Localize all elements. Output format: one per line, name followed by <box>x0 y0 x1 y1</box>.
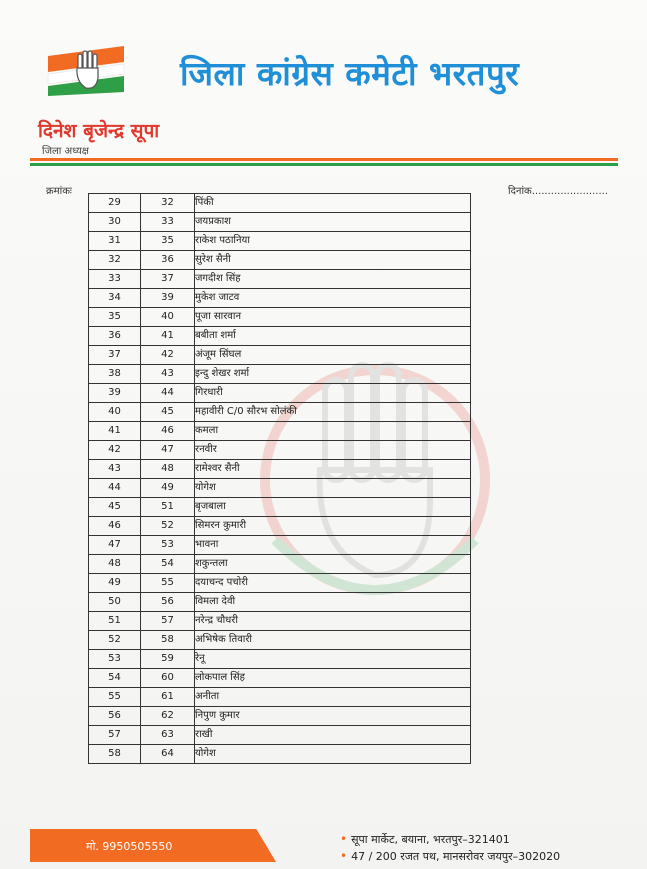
member-name: गिरधारी <box>195 384 471 403</box>
member-name: रेनू <box>195 650 471 669</box>
table-row <box>89 308 471 327</box>
serial-number: 51 <box>141 498 195 517</box>
member-name: बबीता शर्मा <box>195 327 471 346</box>
serial-number: 61 <box>141 688 195 707</box>
table-row <box>89 270 471 289</box>
member-name: महावीरी C/0 सौरभ सोलंकी <box>195 403 471 422</box>
member-name: अनीता <box>195 688 471 707</box>
date-label: दिनांक........................ <box>508 186 609 197</box>
table-row <box>89 593 471 612</box>
serial-number: 57 <box>141 612 195 631</box>
table-row <box>89 422 471 441</box>
serial-number: 49 <box>141 479 195 498</box>
row-number: 47 <box>89 536 141 555</box>
row-number: 30 <box>89 213 141 232</box>
member-name: पिंकी <box>195 194 471 213</box>
member-name: इन्दु शेखर शर्मा <box>195 365 471 384</box>
table-row <box>89 479 471 498</box>
row-number: 41 <box>89 422 141 441</box>
phone-number: मो. 9950505550 <box>86 840 173 853</box>
row-number: 39 <box>89 384 141 403</box>
serial-number: 47 <box>141 441 195 460</box>
row-number: 49 <box>89 574 141 593</box>
row-number: 52 <box>89 631 141 650</box>
table-row <box>89 346 471 365</box>
member-name: जगदीश सिंह <box>195 270 471 289</box>
member-name: दयाचन्द पचोरी <box>195 574 471 593</box>
member-name: निपुण कुमार <box>195 707 471 726</box>
table-row <box>89 232 471 251</box>
member-name: नरेन्द्र चौधरी <box>195 612 471 631</box>
table-row <box>89 403 471 422</box>
serial-number: 42 <box>141 346 195 365</box>
header-divider-saffron <box>30 158 618 161</box>
member-name: रनवीर <box>195 441 471 460</box>
row-number: 38 <box>89 365 141 384</box>
serial-number: 62 <box>141 707 195 726</box>
row-number: 40 <box>89 403 141 422</box>
address-line-1 <box>340 832 510 847</box>
member-list-body <box>89 194 471 764</box>
serial-number: 36 <box>141 251 195 270</box>
row-number: 55 <box>89 688 141 707</box>
serial-number: 59 <box>141 650 195 669</box>
row-number: 32 <box>89 251 141 270</box>
table-row <box>89 650 471 669</box>
member-name: शकुन्तला <box>195 555 471 574</box>
row-number: 33 <box>89 270 141 289</box>
bullet-icon: • <box>340 849 348 863</box>
bullet-icon: • <box>340 832 348 846</box>
member-name: अंजूम सिंघल <box>195 346 471 365</box>
serial-number: 41 <box>141 327 195 346</box>
serial-number: 46 <box>141 422 195 441</box>
table-row <box>89 194 471 213</box>
serial-number: 56 <box>141 593 195 612</box>
row-number: 48 <box>89 555 141 574</box>
member-name: पूजा सारवान <box>195 308 471 327</box>
serial-number: 39 <box>141 289 195 308</box>
table-row <box>89 213 471 232</box>
row-number: 31 <box>89 232 141 251</box>
serial-number: 35 <box>141 232 195 251</box>
serial-number: 53 <box>141 536 195 555</box>
member-list-table <box>88 193 471 764</box>
member-name: सिमरन कुमारी <box>195 517 471 536</box>
row-number: 44 <box>89 479 141 498</box>
serial-number: 43 <box>141 365 195 384</box>
table-row <box>89 631 471 650</box>
row-number: 57 <box>89 726 141 745</box>
president-designation: जिला अध्यक्ष <box>42 146 89 157</box>
row-number: 45 <box>89 498 141 517</box>
serial-number: 54 <box>141 555 195 574</box>
row-number: 43 <box>89 460 141 479</box>
row-number: 42 <box>89 441 141 460</box>
table-row <box>89 327 471 346</box>
address-line-2 <box>340 849 560 864</box>
table-row <box>89 688 471 707</box>
row-number: 36 <box>89 327 141 346</box>
president-name: दिनेश बृजेन्द्र सूपा <box>38 120 160 142</box>
header-divider-green <box>30 163 618 166</box>
member-name: लोकपाल सिंह <box>195 669 471 688</box>
row-number: 46 <box>89 517 141 536</box>
serial-number-label: क्रमांकः <box>46 186 72 197</box>
row-number: 34 <box>89 289 141 308</box>
table-row <box>89 707 471 726</box>
row-number: 56 <box>89 707 141 726</box>
row-number: 29 <box>89 194 141 213</box>
table-row <box>89 441 471 460</box>
member-name: अभिषेक तिवारी <box>195 631 471 650</box>
serial-number: 63 <box>141 726 195 745</box>
row-number: 35 <box>89 308 141 327</box>
serial-number: 44 <box>141 384 195 403</box>
member-name: जयप्रकाश <box>195 213 471 232</box>
member-name: भावना <box>195 536 471 555</box>
member-name: राखी <box>195 726 471 745</box>
member-name: कमला <box>195 422 471 441</box>
row-number: 54 <box>89 669 141 688</box>
address-text-1: सूपा मार्केट, बयाना, भरतपुर–321401 <box>351 833 510 846</box>
address-text-2: 47 / 200 रजत पथ, मानसरोवर जयपुर–302020 <box>351 850 561 863</box>
table-row <box>89 574 471 593</box>
table-row <box>89 669 471 688</box>
table-row <box>89 536 471 555</box>
row-number: 37 <box>89 346 141 365</box>
table-row <box>89 289 471 308</box>
congress-hand-logo-icon <box>46 44 126 96</box>
serial-number: 33 <box>141 213 195 232</box>
row-number: 51 <box>89 612 141 631</box>
member-name: मुकेश जाटव <box>195 289 471 308</box>
table-row <box>89 612 471 631</box>
row-number: 53 <box>89 650 141 669</box>
table-row <box>89 517 471 536</box>
serial-number: 60 <box>141 669 195 688</box>
serial-number: 37 <box>141 270 195 289</box>
serial-number: 64 <box>141 745 195 764</box>
serial-number: 45 <box>141 403 195 422</box>
serial-number: 52 <box>141 517 195 536</box>
serial-number: 40 <box>141 308 195 327</box>
table-row <box>89 384 471 403</box>
row-number: 50 <box>89 593 141 612</box>
member-name: योगेश <box>195 745 471 764</box>
table-row <box>89 460 471 479</box>
member-name: सुरेश सैनी <box>195 251 471 270</box>
committee-title: जिला कांग्रेस कमेटी भरतपुर <box>180 54 520 93</box>
table-row <box>89 498 471 517</box>
serial-number: 58 <box>141 631 195 650</box>
serial-number: 32 <box>141 194 195 213</box>
table-row <box>89 365 471 384</box>
member-name: बृजबाला <box>195 498 471 517</box>
table-row <box>89 745 471 764</box>
serial-number: 55 <box>141 574 195 593</box>
member-name: योगेश <box>195 479 471 498</box>
row-number: 58 <box>89 745 141 764</box>
member-name: राकेश पठानिया <box>195 232 471 251</box>
member-name: विमला देवी <box>195 593 471 612</box>
serial-number: 48 <box>141 460 195 479</box>
member-name: रामेश्वर सैनी <box>195 460 471 479</box>
table-row <box>89 251 471 270</box>
table-row <box>89 555 471 574</box>
table-row <box>89 726 471 745</box>
